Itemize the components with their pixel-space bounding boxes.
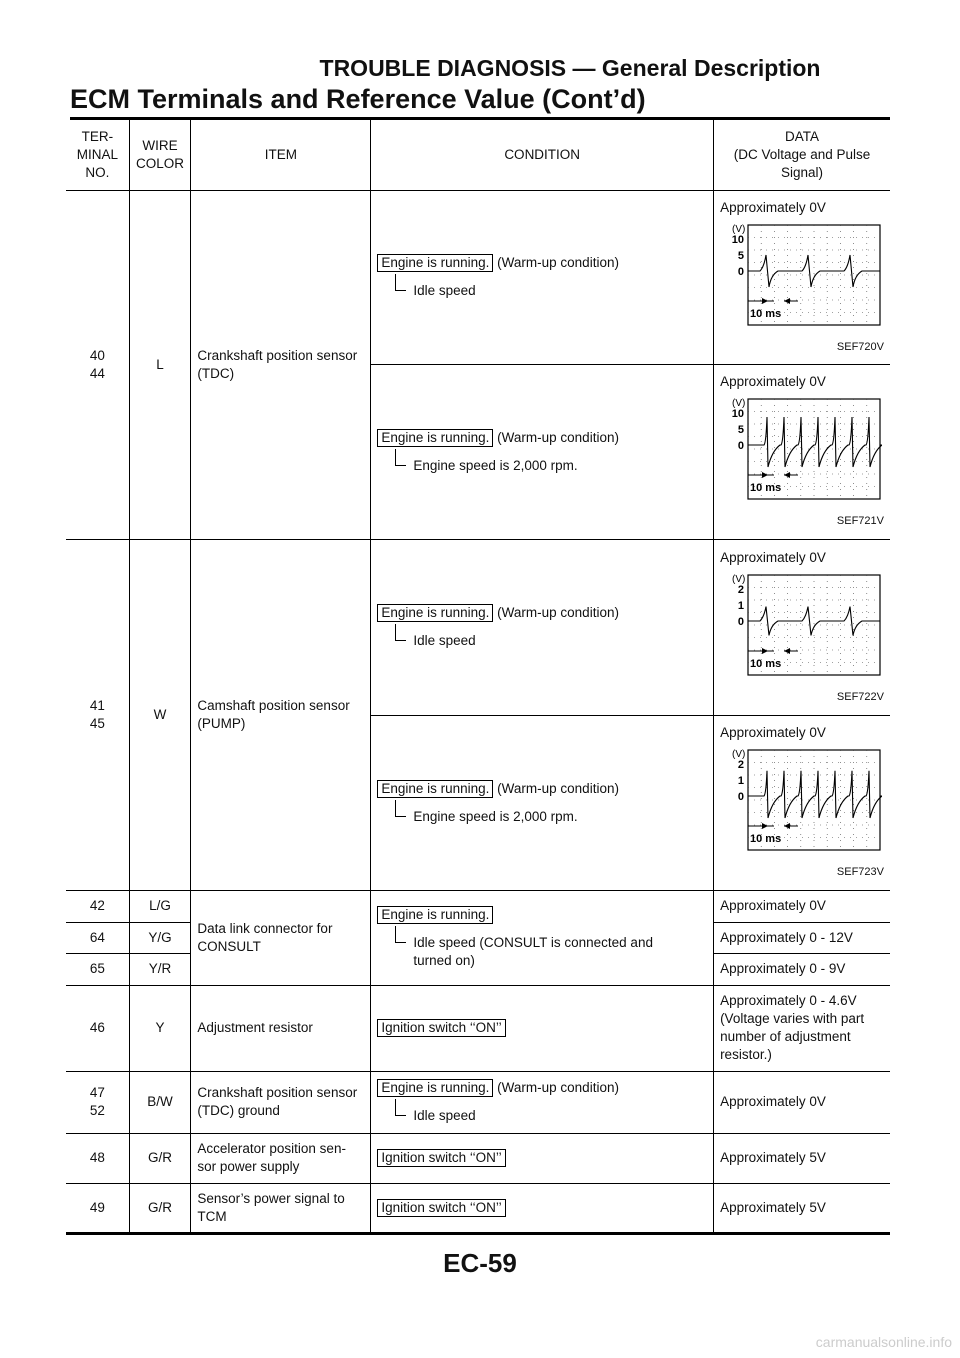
condition-box: Engine is running. (377, 429, 493, 447)
data-cell (714, 190, 890, 364)
y-tick-label: 5 (737, 424, 745, 436)
y-unit-label: (V) (732, 749, 746, 760)
table-row (66, 190, 890, 364)
col-condition: CONDITION (371, 120, 714, 190)
y-tick-label: 5 (737, 249, 745, 262)
scope-svg (720, 221, 882, 331)
wire-cell: Y/R (129, 953, 191, 985)
table-row (66, 890, 890, 922)
page-subtitle: ECM Terminals and Reference Value (Cont’d) (70, 84, 646, 114)
y-tick-label: 1 (737, 599, 745, 612)
oscilloscope-waveform (720, 571, 884, 686)
y-tick-label: 0 (737, 615, 745, 628)
condition-sub: Engine speed is 2,000 rpm. (395, 808, 707, 826)
condition-box: Ignition switch ‘‘ON’’ (377, 1019, 505, 1037)
time-scale-label: 10 ms (750, 657, 782, 670)
waveform-trace (748, 417, 882, 467)
condition-cell (371, 985, 714, 1071)
data-value: Approximately 0V (720, 725, 826, 740)
data-cell: Approximately 5V (714, 1133, 890, 1183)
terminal-cell: 48 (66, 1133, 129, 1183)
condition-note: (Warm-up condition) (497, 780, 619, 796)
page-number: EC-59 (443, 1248, 517, 1278)
scope-svg (720, 571, 882, 681)
data-cell: Approximately 0 - 9V (714, 953, 890, 985)
condition-box: Engine is running. (377, 604, 493, 622)
data-value: Approximately 0V (720, 199, 826, 215)
condition-sub: Idle speed (395, 632, 707, 650)
wire-cell: L/G (129, 890, 191, 922)
condition-cell (371, 364, 714, 539)
condition-box: Engine is running. (377, 906, 493, 924)
condition-box: Engine is running. (377, 254, 493, 272)
item-cell: Crankshaft position sensor (TDC) ground (191, 1071, 371, 1133)
condition-cell (371, 890, 714, 985)
table-row (66, 1071, 890, 1133)
page-title: TROUBLE DIAGNOSIS — General Description (319, 55, 821, 81)
y-tick-label: 1 (737, 775, 745, 787)
condition-box: Engine is running. (377, 1079, 493, 1097)
condition-cell (371, 190, 714, 364)
col-wire: WIRE COLOR (129, 120, 191, 190)
arrow-icon (762, 823, 768, 829)
data-cell (714, 364, 890, 539)
item-cell: Camshaft position sensor (PUMP) (191, 539, 371, 890)
table-row (66, 1133, 890, 1183)
terminals-table (66, 120, 890, 1235)
table-row (66, 539, 890, 715)
watermark: carmanualsonline.info (815, 1334, 952, 1350)
condition-note: (Warm-up condition) (497, 429, 619, 445)
condition-cell (371, 539, 714, 715)
wire-cell: B/W (129, 1071, 191, 1133)
item-cell: Adjustment resistor (191, 985, 371, 1071)
condition-note: (Warm-up condition) (497, 605, 619, 620)
condition-note: (Warm-up condition) (497, 255, 619, 270)
arrow-icon (762, 472, 768, 478)
col-data: DATA (DC Voltage and Pulse Signal) (714, 120, 890, 190)
figure-code: SEF721V (836, 515, 884, 527)
data-cell: Approximately 0 - 12V (714, 922, 890, 953)
waveform-trace (748, 606, 880, 635)
wire-cell: Y (129, 985, 191, 1071)
item-cell: Data link connector for CONSULT (191, 890, 371, 985)
condition-sub: Idle speed (CONSULT is connected and turned on) (395, 934, 707, 970)
data-value: Approximately 0V (720, 374, 826, 389)
y-tick-label: 10 (731, 408, 745, 420)
terminal-cell: 49 (66, 1183, 129, 1233)
condition-box: Engine is running. (377, 780, 493, 798)
data-cell (714, 715, 890, 890)
table-header-row (66, 120, 890, 190)
table-row (66, 1183, 890, 1233)
data-cell (714, 539, 890, 715)
y-tick-label: 0 (737, 440, 745, 452)
data-cell: Approximately 0 - 4.6V (Voltage varies with part number of adjustment resistor.) (714, 985, 890, 1071)
condition-cell (371, 715, 714, 890)
figure-code: SEF723V (836, 866, 884, 878)
col-item: ITEM (191, 120, 371, 190)
condition-cell (371, 1133, 714, 1183)
y-tick-label: 0 (737, 791, 745, 803)
y-tick-label: 10 (731, 233, 745, 246)
data-cell: Approximately 0V (714, 890, 890, 922)
time-scale-label: 10 ms (750, 833, 782, 845)
terminal-cell: 40 44 (66, 190, 129, 539)
y-unit-label: (V) (732, 398, 746, 409)
terminal-cell: 41 45 (66, 539, 129, 890)
condition-cell (371, 1183, 714, 1233)
y-unit-label: (V) (732, 223, 746, 235)
terminal-cell: 47 52 (66, 1071, 129, 1133)
wire-cell: G/R (129, 1183, 191, 1233)
scope-svg (720, 746, 882, 856)
oscilloscope-waveform (720, 746, 884, 861)
condition-note: (Warm-up condition) (497, 1080, 619, 1095)
condition-cell (371, 1071, 714, 1133)
figure-code: SEF720V (836, 340, 884, 353)
wire-cell: L (129, 190, 191, 539)
arrow-icon (762, 298, 768, 304)
item-cell: Crankshaft position sensor (TDC) (191, 190, 371, 539)
y-tick-label: 2 (737, 759, 745, 771)
time-scale-label: 10 ms (750, 307, 782, 320)
wire-cell: Y/G (129, 922, 191, 953)
wire-cell: W (129, 539, 191, 890)
data-value: Approximately 0V (720, 549, 826, 565)
arrow-icon (762, 648, 768, 654)
item-cell: Accelerator position sen- sor power supply (191, 1133, 371, 1183)
figure-code: SEF722V (836, 690, 884, 703)
condition-box: Ignition switch ‘‘ON’’ (377, 1199, 505, 1217)
y-tick-label: 2 (737, 583, 745, 596)
y-tick-label: 0 (737, 265, 745, 278)
y-unit-label: (V) (732, 573, 746, 585)
wire-cell: G/R (129, 1133, 191, 1183)
terminal-cell: 65 (66, 953, 129, 985)
oscilloscope-waveform (720, 395, 884, 510)
condition-sub: Engine speed is 2,000 rpm. (395, 457, 707, 475)
scope-svg (720, 395, 882, 505)
waveform-trace (748, 771, 882, 818)
waveform-trace (748, 255, 880, 287)
data-cell: Approximately 5V (714, 1183, 890, 1233)
col-terminal: TER- MINAL NO. (66, 120, 129, 190)
terminal-cell: 46 (66, 985, 129, 1071)
oscilloscope-waveform (720, 221, 884, 336)
data-cell: Approximately 0V (714, 1071, 890, 1133)
item-cell: Sensor’s power signal to TCM (191, 1183, 371, 1233)
condition-sub: Idle speed (395, 282, 707, 300)
condition-box: Ignition switch ‘‘ON’’ (377, 1149, 505, 1167)
table-row (66, 985, 890, 1071)
terminal-cell: 42 (66, 890, 129, 922)
time-scale-label: 10 ms (750, 482, 782, 494)
condition-sub: Idle speed (395, 1107, 707, 1125)
terminal-cell: 64 (66, 922, 129, 953)
